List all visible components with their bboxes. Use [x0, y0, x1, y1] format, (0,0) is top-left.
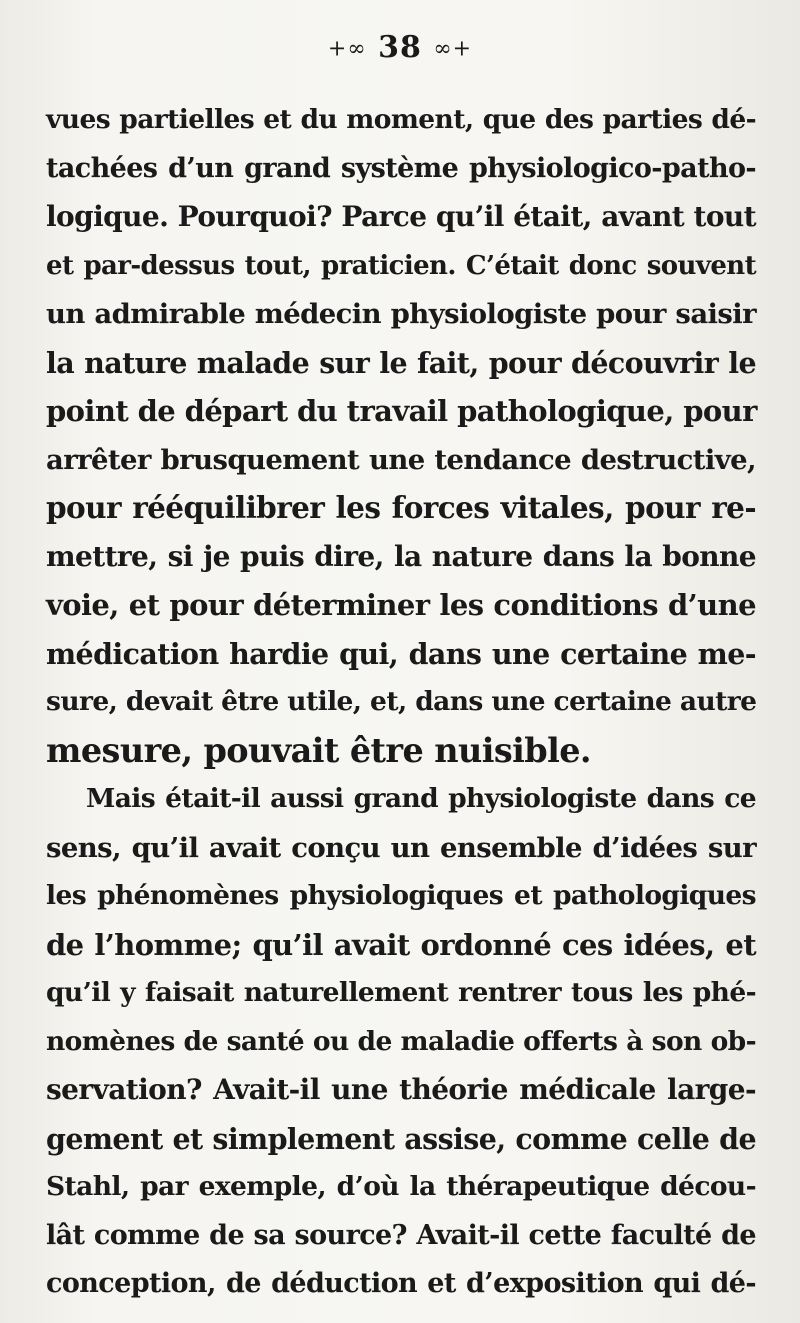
text-line: point de départ du travail pathologique, pour — [46, 394, 757, 428]
text-line: mettre, si je puis dire, la nature dans la bonne — [46, 539, 756, 573]
header-ornament-right: ∞+ — [433, 36, 473, 62]
text-line: arrêter brusquement une tendance destructive, — [46, 443, 756, 476]
page-number: 38 — [378, 30, 422, 65]
header-ornament-left: +∞ — [327, 36, 367, 62]
page-header — [0, 30, 800, 65]
text-line: de l’homme; qu’il avait ordonné ces idées, et — [46, 927, 756, 962]
text-line: Mais était-il aussi grand physiologiste dans ce — [86, 783, 756, 814]
text-line: servation? Avait-il une théorie médicale large- — [46, 1073, 756, 1106]
text-line: un admirable médecin physiologiste pour saisir — [46, 298, 756, 330]
text-line: gement et simplement assise, comme celle de — [46, 1121, 756, 1156]
text-line: mesure, pouvait être nuisible. — [46, 730, 591, 770]
text-line: lât comme de sa source? Avait-il cette faculté de — [46, 1219, 756, 1251]
text-line: sure, devait être utile, et, dans une certaine autre — [46, 686, 757, 717]
paragraph-2 — [46, 775, 756, 1309]
text-line: les phénomènes physiologiques et pathologiques — [46, 880, 756, 911]
text-line: tachées d’un grand système physiologico-patho- — [46, 152, 756, 184]
text-line: la nature malade sur le fait, pour découvrir le — [46, 345, 756, 380]
text-line: sens, qu’il avait conçu un ensemble d’idées sur — [46, 831, 756, 864]
text-line: qu’il y faisait naturellement rentrer tous les phé- — [46, 977, 756, 1008]
text-line: médication hardie qui, dans une certaine me- — [46, 636, 756, 671]
text-line: Stahl, par exemple, d’où la thérapeutique décou- — [46, 1171, 756, 1202]
text-line: vues partielles et du moment, que des parties dé- — [46, 104, 756, 135]
paragraph-1 — [46, 96, 756, 775]
text-line: nomènes de santé ou de maladie offerts à son ob- — [46, 1025, 756, 1057]
text-line: et par-dessus tout, praticien. C’était donc souvent — [46, 250, 756, 281]
text-line: pour rééquilibrer les forces vitales, pour re- — [46, 490, 756, 525]
text-line: logique. Pourquoi? Parce qu’il était, avant tout — [46, 200, 756, 233]
body-text — [46, 96, 756, 1309]
text-line: voie, et pour déterminer les conditions d’une — [46, 588, 756, 622]
text-line: conception, de déduction et d’exposition qui dé- — [46, 1268, 756, 1299]
